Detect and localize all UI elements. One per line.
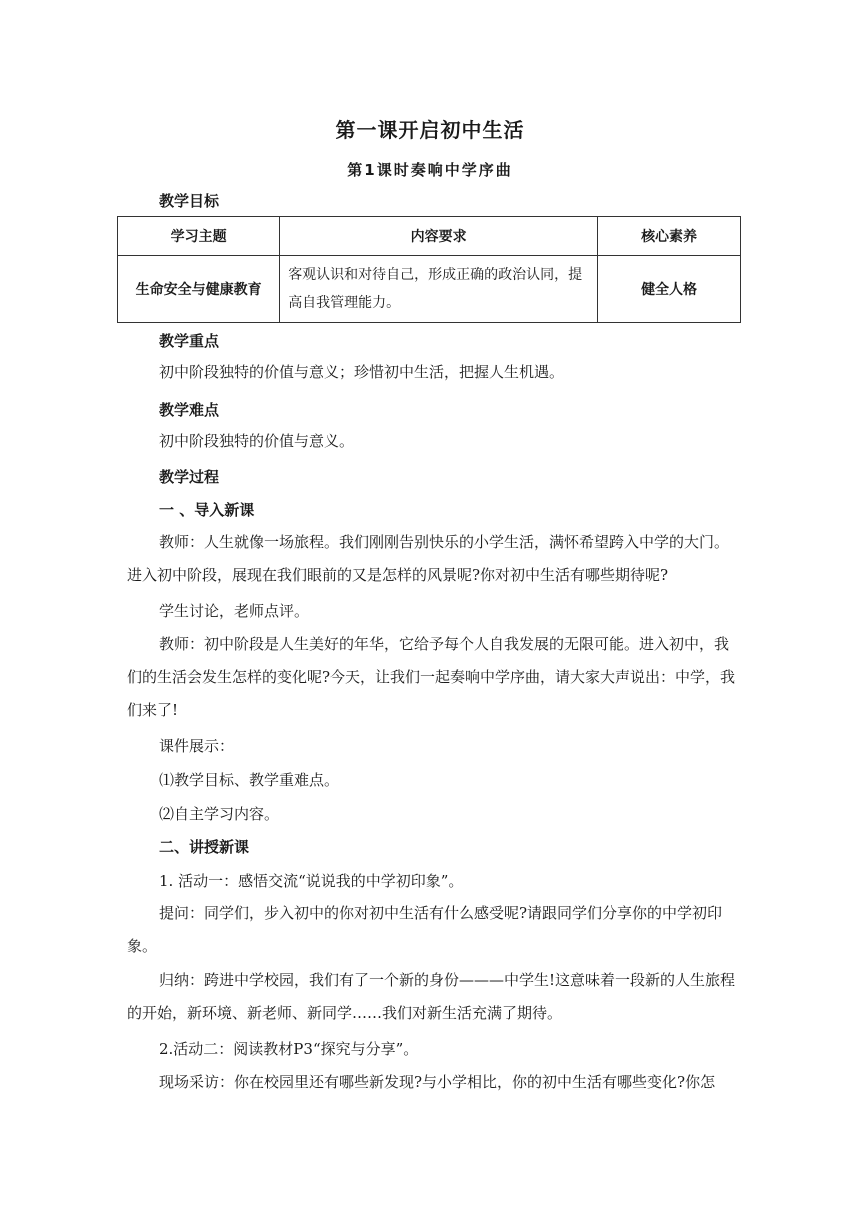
- process-heading: 教学过程: [159, 468, 220, 486]
- section1-heading: 一 、导入新课: [159, 501, 255, 519]
- lesson-title: 第一课开启初中生活: [335, 118, 525, 142]
- table-cell-topic: 生命安全与健康教育: [118, 256, 280, 323]
- goals-table: [117, 216, 741, 323]
- lesson-subtitle: 第1课时奏响中学序曲: [347, 161, 513, 179]
- focus-heading: 教学重点: [159, 332, 220, 350]
- goals-heading: 教学目标: [159, 192, 220, 210]
- table-row: [118, 256, 741, 323]
- table-cell-literacy: 健全人格: [598, 256, 741, 323]
- table-header-cell: 内容要求: [280, 217, 598, 256]
- focus-text: 初中阶段独特的价值与意义；珍惜初中生活，把握人生机遇。: [159, 363, 565, 381]
- paragraph-courseware: 课件展示：: [159, 737, 235, 755]
- table-header-cell: 学习主题: [118, 217, 280, 256]
- paragraph-discussion: 学生讨论，老师点评。: [159, 602, 310, 620]
- list-item: ⑵自主学习内容。: [159, 805, 280, 823]
- table-header-cell: 核心素养: [598, 217, 741, 256]
- list-item: ⑴教学目标、教学重难点。: [159, 771, 340, 789]
- difficulty-heading: 教学难点: [159, 401, 220, 419]
- difficulty-text: 初中阶段独特的价值与意义。: [159, 432, 355, 450]
- table-cell-requirement: 客观认识和对待自己，形成正确的政治认同，提高自我管理能力。: [280, 256, 598, 323]
- paragraph-question: 提问：同学们，步入初中的你对初中生活有什么感受呢?请跟同学们分享你的中学初印象。: [127, 904, 723, 955]
- paragraph-summary: 归纳：跨进中学校园，我们有了一个新的身份———中学生!这意味着一段新的人生旅程的开始，新环境、新老师、新同学……我们对新生活充满了期待。: [127, 971, 736, 1022]
- paragraph-teacher: 教师：初中阶段是人生美好的年华，它给予每个人自我发展的无限可能。进入初中，我们的生活会发生怎样的变化呢?今天，让我们一起奏响中学序曲，请大家大声说出：中学，我们来了!: [127, 635, 736, 719]
- section2-heading: 二、讲授新课: [159, 838, 250, 856]
- activity-one: 1. 活动一：感悟交流“说说我的中学初印象”。: [159, 872, 464, 890]
- paragraph-interview: 现场采访：你在校园里还有哪些新发现?与小学相比，你的初中生活有哪些变化?你怎: [159, 1073, 716, 1091]
- activity-two: 2.活动二：阅读教材P3“探究与分享”。: [159, 1040, 419, 1058]
- table-header-row: [118, 217, 741, 256]
- paragraph-intro: 教师：人生就像一场旅程。我们刚刚告别快乐的小学生活，满怀希望跨入中学的大门。进入初中阶段，展现在我们眼前的又是怎样的风景呢?你对初中生活有哪些期待呢?: [127, 533, 730, 584]
